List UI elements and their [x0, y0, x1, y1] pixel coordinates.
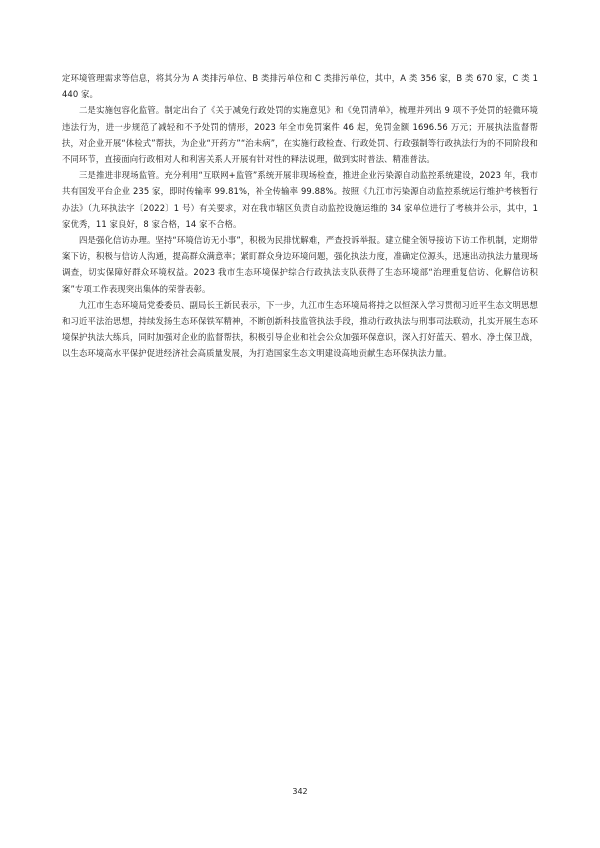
paragraph-classification: 定环境管理需求等信息，将其分为 A 类排污单位、B 类排污单位和 C 类排污单位，其中，A 类 356 家，B 类 670 家，C 类 1440 家。 [62, 73, 538, 100]
paragraph-next-steps: 九江市生态环境局党委委员、副局长王新民表示，下一步，九江市生态环境局将持之以恒深入学习贯彻习近平生态文明思想和习近平法治思想，持续发扬生态环保铁军精神，不断创新科技监管执法手段，推动行政执法与刑事司法联动，扎实开展生态环境保护执法大练兵，同时加强对企业的监督帮扶，积极引导企业和社会公众加强环保意识，深入打好蓝天、碧水、净土保卫战，以生态环境高水平保护促进经济社会高质量发展，为打造国家生态文明建设高地贡献生态环保执法力量。 [62, 299, 538, 359]
paragraph-off-site-supervision: 三是推进非现场监管。充分利用“互联网+监管”系统开展非现场检查，推进企业污染源自动监控系统建设，2023 年，我市共有国发平台企业 235 家，即时传输率 99.81%，补全传输率 99.88%。按照《九江市污染源自动监控系统运行维护考核暂行办法》（九环执法字〔2022〕1 号）有关要求，对在我市辖区负责自动监控设施运维的 34 家单位进行了考核并公示，其中，1 家优秀，11 家良好，8 家合格，14 家不合格。 [62, 170, 538, 229]
body-text [62, 70, 538, 362]
page-number: 342 [292, 787, 308, 796]
paragraph-inclusive-supervision: 二是实施包容化监管。制定出台了《关于减免行政处罚的实施意见》和《免罚清单》，梳理并列出 9 项不予处罚的轻微环境违法行为，进一步规范了减轻和不予处罚的情形，2023 年全市免罚案件 46 起，免罚金额 1696.56 万元；开展执法监督帮扶，对企业开展“体检式”帮扶，为企业“开药方”“治未病”，在实施行政检查、行政处罚、行政强制等行政执法行为的不同阶段和不同环节，直接面向行政相对人和利害关系人开展有针对性的释法说理，做到实时普法、精准普法。 [62, 105, 538, 165]
paragraph-petition-handling: 四是强化信访办理。坚持“环境信访无小事”，积极为民排忧解难，严查投诉举报。建立健全领导接访下访工作机制，定期带案下访，积极与信访人沟通，提高群众满意率；紧盯群众身边环境问题，强化执法力度，准确定位源头，迅速出动执法力量现场调查，切实保障好群众环境权益。2023 我市生态环境保护综合行政执法支队获得了生态环境部“治理重复信访、化解信访积案”专项工作表现突出集体的荣誉表彰。 [62, 235, 538, 294]
